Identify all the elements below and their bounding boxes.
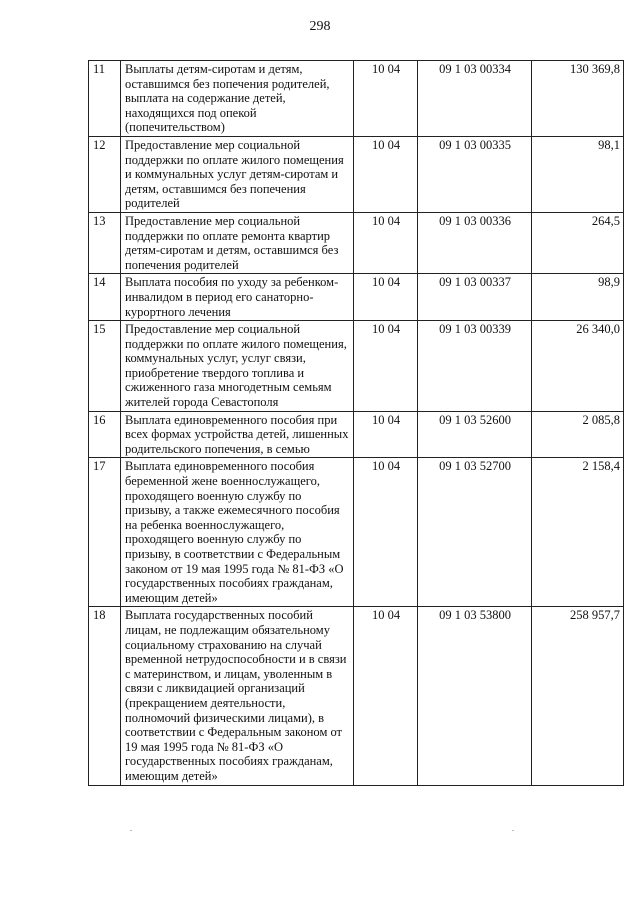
table-row: [89, 136, 624, 212]
amount: 2 158,4: [532, 458, 624, 607]
amount: 264,5: [532, 212, 624, 273]
target-article-code: 09 1 03 53800: [418, 607, 532, 785]
table-row: [89, 212, 624, 273]
expense-name: Выплаты детям-сиротам и детям, оставшимся без попечения родителей, выплата на содержание детей, находящихся под опекой (попечительством): [121, 61, 354, 137]
expense-name: Выплата единовременного пособия беременной жене военнослужащего, проходящего военную службу по призыву, а также ежемесячного пособия на ребенка военнослужащего, проходящего военную службу по призыву, в соответствии с Федеральным законом от 19 мая 1995 года № 81-ФЗ «О государственных пособиях гражданам, имеющим детей»: [121, 458, 354, 607]
table-row: [89, 411, 624, 458]
expense-name: Выплата государственных пособий лицам, не подлежащим обязательному социальному страхованию на случай временной нетрудоспособности и в связи с материнством, и лицам, уволенным в связи с ликвидацией организаций (прекращением деятельности, полномочий физическими лицами), в соответствии с Федеральным законом от 19 мая 1995 года № 81-ФЗ «О государственных пособиях гражданам, имеющим детей»: [121, 607, 354, 785]
expense-name: Предоставление мер социальной поддержки по оплате ремонта квартир детям-сиротам и детям, оставшимся без попечения родителей: [121, 212, 354, 273]
section-code: 10 04: [354, 458, 418, 607]
row-number: 17: [89, 458, 121, 607]
target-article-code: 09 1 03 00334: [418, 61, 532, 137]
row-number: 15: [89, 321, 121, 412]
section-code: 10 04: [354, 212, 418, 273]
scan-artifacts: [0, 830, 640, 834]
table-row: [89, 607, 624, 785]
row-number: 18: [89, 607, 121, 785]
expense-name: Предоставление мер социальной поддержки по оплате жилого помещения, коммунальных услуг, услуг связи, приобретение твердого топлива и сжиженного газа многодетным семьям жителей города Севастополя: [121, 321, 354, 412]
budget-table: [88, 60, 624, 786]
table-row: [89, 274, 624, 321]
section-code: 10 04: [354, 274, 418, 321]
section-code: 10 04: [354, 321, 418, 412]
expense-name: Выплата единовременного пособия при всех формах устройства детей, лишенных родительского попечения, в семью: [121, 411, 354, 458]
table-row: [89, 61, 624, 137]
amount: 98,9: [532, 274, 624, 321]
section-code: 10 04: [354, 411, 418, 458]
target-article-code: 09 1 03 00337: [418, 274, 532, 321]
table-row: [89, 321, 624, 412]
section-code: 10 04: [354, 61, 418, 137]
target-article-code: 09 1 03 52600: [418, 411, 532, 458]
amount: 2 085,8: [532, 411, 624, 458]
page-number: 298: [309, 19, 331, 34]
target-article-code: 09 1 03 00339: [418, 321, 532, 412]
row-number: 13: [89, 212, 121, 273]
amount: 130 369,8: [532, 61, 624, 137]
target-article-code: 09 1 03 52700: [418, 458, 532, 607]
amount: 258 957,7: [532, 607, 624, 785]
table-row: [89, 458, 624, 607]
amount: 26 340,0: [532, 321, 624, 412]
expense-name: Предоставление мер социальной поддержки по оплате жилого помещения и коммунальных услуг детям-сиротам и детям, оставшимся без попечения родителей: [121, 136, 354, 212]
target-article-code: 09 1 03 00335: [418, 136, 532, 212]
section-code: 10 04: [354, 136, 418, 212]
amount: 98,1: [532, 136, 624, 212]
row-number: 14: [89, 274, 121, 321]
section-code: 10 04: [354, 607, 418, 785]
expense-name: Выплата пособия по уходу за ребенком-инвалидом в период его санаторно-курортного лечения: [121, 274, 354, 321]
row-number: 11: [89, 61, 121, 137]
target-article-code: 09 1 03 00336: [418, 212, 532, 273]
row-number: 16: [89, 411, 121, 458]
row-number: 12: [89, 136, 121, 212]
